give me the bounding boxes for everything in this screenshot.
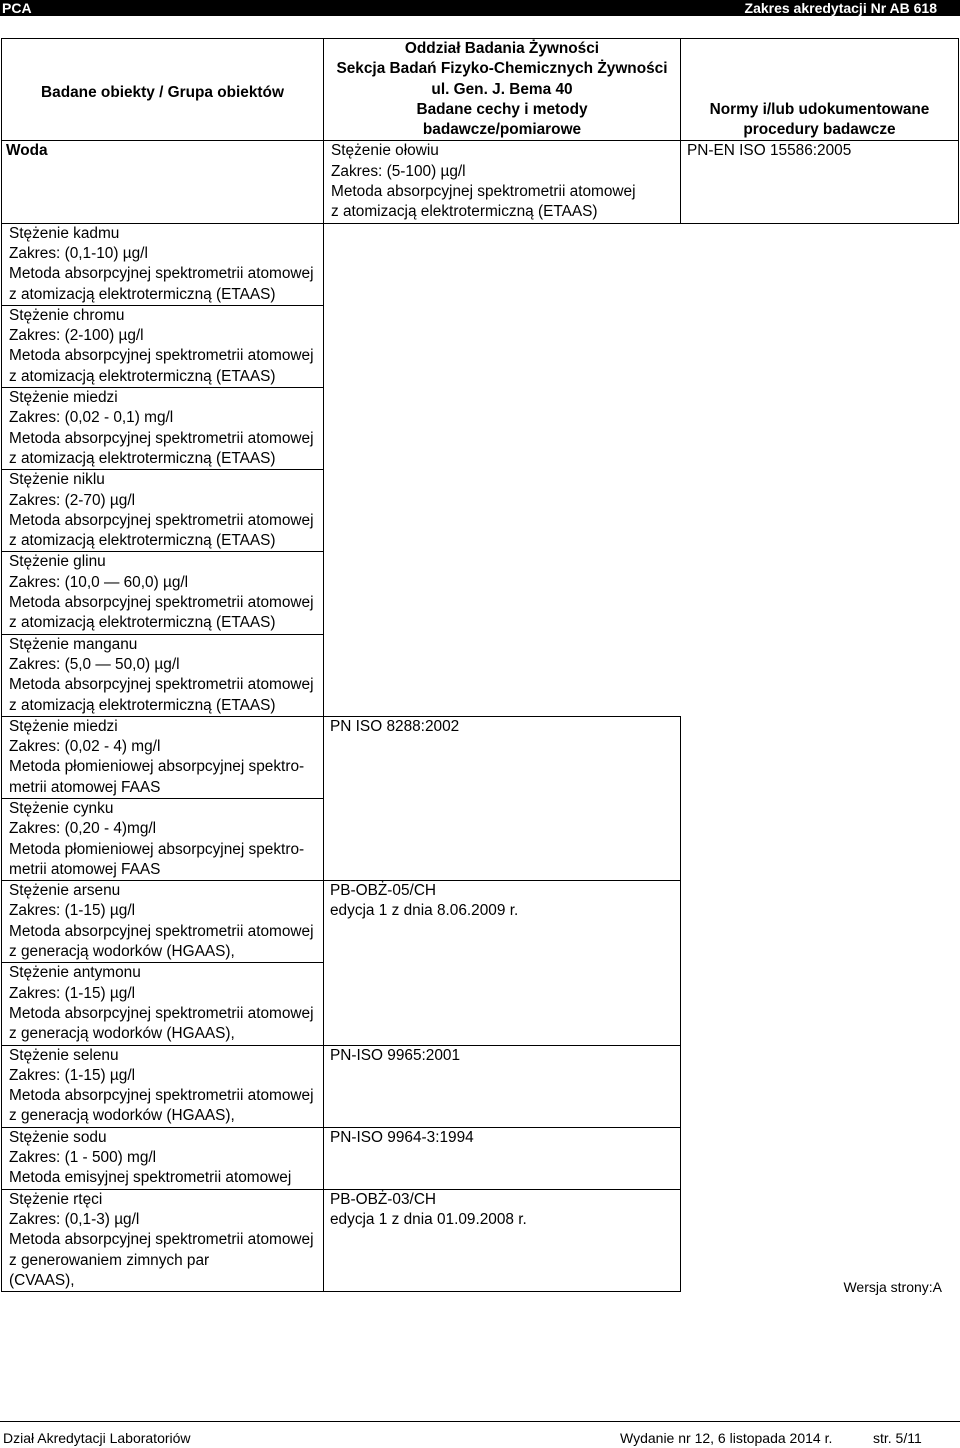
column-header-params-line1: Badane cechy i metody (416, 100, 588, 118)
parameter-detail: z generowaniem zimnych par (9, 1251, 210, 1269)
parameter-name: Stężenie arsenu (9, 882, 121, 900)
parameter-cell (2, 1045, 324, 1127)
norm-reference: PB-OBŻ-03/CH (330, 1190, 437, 1208)
parameter-name: Stężenie chromu (9, 306, 125, 324)
parameter-cell (2, 881, 324, 963)
parameter-detail: z generacją wodorków (HGAAS), (9, 943, 235, 961)
accreditation-scope-title: Zakres akredytacji Nr AB 618 (744, 0, 937, 16)
parameter-detail: z atomizacją elektrotermiczną (ETAAS) (9, 614, 276, 632)
footer-page-number: str. 5/11 (873, 1430, 922, 1446)
parameter-detail: Zakres: (1-15) µg/l (9, 984, 136, 1002)
table-row (2, 388, 959, 470)
norm-reference: PN-ISO 9964-3:1994 (330, 1128, 474, 1146)
parameter-detail: Metoda absorpcyjnej spektrometrii atomowej (9, 1004, 314, 1022)
norm-edition: edycja 1 z dnia 01.09.2008 r. (330, 1210, 527, 1228)
column-header-objects (2, 39, 324, 141)
parameter-detail: Zakres: (0,02 - 0,1) mg/l (9, 409, 174, 427)
parameter-detail: Zakres: (2-100) µg/l (9, 327, 144, 345)
parameter-name: Stężenie miedzi (9, 717, 118, 735)
org-line-3: ul. Gen. J. Bema 40 (431, 80, 573, 98)
column-header-objects-label: Badane obiekty / Grupa obiektów (41, 83, 284, 101)
parameter-detail: z atomizacją elektrotermiczną (ETAAS) (9, 367, 276, 385)
parameter-detail: Metoda absorpcyjnej spektrometrii atomowej (9, 265, 314, 283)
parameter-detail: Zakres: (5,0 — 50,0) µg/l (9, 655, 180, 673)
parameter-detail: Zakres: (0,1-3) µg/l (9, 1210, 140, 1228)
norm-cell (681, 141, 959, 223)
parameter-detail: Metoda absorpcyjnej spektrometrii atomowej (9, 676, 314, 694)
table-row (2, 1189, 959, 1291)
norm-reference: PN-EN ISO 15586:2005 (687, 142, 852, 160)
parameter-cell (2, 1127, 324, 1189)
parameter-cell (2, 552, 324, 634)
parameter-detail: z atomizacją elektrotermiczną (ETAAS) (9, 696, 276, 714)
parameter-detail: Metoda absorpcyjnej spektrometrii atomowej (331, 183, 636, 201)
table-row (2, 1045, 959, 1127)
parameter-detail: Metoda absorpcyjnej spektrometrii atomowej (9, 511, 314, 529)
object-name: Woda (6, 142, 48, 160)
parameter-cell (2, 1189, 324, 1291)
parameter-name: Stężenie miedzi (9, 389, 118, 407)
org-line-1: Oddział Badania Żywności (404, 40, 600, 57)
parameter-detail: Zakres: (2-70) µg/l (9, 491, 136, 509)
parameter-cell (324, 141, 681, 223)
footer-edition: Wydanie nr 12, 6 listopada 2014 r. (620, 1430, 833, 1446)
parameter-detail: Zakres: (5-100) µg/l (331, 162, 466, 180)
parameter-detail: metrii atomowej FAAS (9, 860, 161, 878)
parameter-detail: Metoda emisyjnej spektrometrii atomowej (9, 1169, 292, 1187)
parameter-cell (2, 798, 324, 880)
parameter-name: Stężenie glinu (9, 553, 106, 571)
parameter-cell (2, 470, 324, 552)
parameter-name: Stężenie rtęci (9, 1190, 103, 1208)
norm-reference: PN ISO 8288:2002 (330, 717, 460, 735)
column-header-params-line2: badawcze/pomiarowe (422, 121, 582, 139)
table-row (2, 881, 959, 963)
org-block (324, 39, 680, 100)
table-row (2, 305, 959, 387)
parameter-detail: Zakres: (0,1-10) µg/l (9, 244, 148, 262)
parameter-detail: z generacją wodorków (HGAAS), (9, 1025, 235, 1043)
parameter-name: Stężenie cynku (9, 799, 114, 817)
parameter-name: Stężenie sodu (9, 1128, 107, 1146)
parameter-detail: Zakres: (1 - 500) mg/l (9, 1149, 157, 1167)
norm-cell (324, 881, 681, 1045)
table-row (2, 141, 959, 223)
parameter-name: Stężenie antymonu (9, 964, 141, 982)
table-row (2, 634, 959, 716)
parameter-cell (2, 223, 324, 305)
page-version: Wersja strony:A (843, 1279, 942, 1295)
parameter-detail: Zakres: (10,0 — 60,0) µg/l (9, 573, 189, 591)
column-header-params (324, 39, 681, 141)
object-cell (2, 141, 324, 223)
parameter-detail: Zakres: (1-15) µg/l (9, 1066, 136, 1084)
parameter-detail: Zakres: (0,20 - 4)mg/l (9, 820, 157, 838)
parameter-detail: Metoda absorpcyjnej spektrometrii atomowej (9, 347, 314, 365)
parameter-detail: metrii atomowej FAAS (9, 778, 161, 796)
table-row (2, 223, 959, 305)
norm-cell (324, 1189, 681, 1291)
parameter-detail: (CVAAS), (9, 1271, 75, 1289)
norm-edition: edycja 1 z dnia 8.06.2009 r. (330, 902, 519, 920)
parameter-name: Stężenie kadmu (9, 224, 120, 242)
parameter-detail: z atomizacją elektrotermiczną (ETAAS) (9, 285, 276, 303)
norm-reference: PB-OBŻ-05/CH (330, 882, 437, 900)
table-row (2, 716, 959, 798)
norm-reference: PN-ISO 9965:2001 (330, 1046, 461, 1064)
parameter-detail: Zakres: (1-15) µg/l (9, 902, 136, 920)
parameter-name: Stężenie manganu (9, 635, 138, 653)
parameter-detail: z generacją wodorków (HGAAS), (9, 1107, 235, 1125)
organization-abbrev: PCA (2, 0, 32, 16)
parameter-detail: Metoda absorpcyjnej spektrometrii atomowej (9, 1231, 314, 1249)
accreditation-table (1, 38, 959, 1292)
column-header-norms (681, 39, 959, 141)
parameter-detail: Zakres: (0,02 - 4) mg/l (9, 738, 161, 756)
table-row (2, 1127, 959, 1189)
norm-cell (324, 716, 681, 880)
parameter-detail: z atomizacją elektrotermiczną (ETAAS) (9, 532, 276, 550)
column-header-norms-line1: Normy i/lub udokumentowane (709, 100, 930, 118)
column-header-norms-line2: procedury badawcze (743, 121, 896, 139)
parameter-name: Stężenie ołowiu (331, 142, 439, 160)
org-line-2: Sekcja Badań Fizyko-Chemicznych Żywności (336, 60, 668, 78)
page-footer (0, 1421, 960, 1448)
parameter-name: Stężenie selenu (9, 1046, 119, 1064)
parameter-cell (2, 963, 324, 1045)
norm-cell (324, 1045, 681, 1127)
parameter-detail: Metoda absorpcyjnej spektrometrii atomowej (9, 1087, 314, 1105)
parameter-detail: z atomizacją elektrotermiczną (ETAAS) (9, 449, 276, 467)
footer-department: Dział Akredytacji Laboratoriów (3, 1430, 191, 1446)
parameter-cell (2, 305, 324, 387)
parameter-detail: z atomizacją elektrotermiczną (ETAAS) (331, 203, 598, 221)
parameter-detail: Metoda płomieniowej absorpcyjnej spektro- (9, 758, 305, 776)
table-row (2, 552, 959, 634)
table-row (2, 470, 959, 552)
parameter-detail: Metoda płomieniowej absorpcyjnej spektro- (9, 840, 305, 858)
norm-cell (324, 1127, 681, 1189)
parameter-name: Stężenie niklu (9, 471, 105, 489)
parameter-detail: Metoda absorpcyjnej spektrometrii atomowej (9, 594, 314, 612)
parameter-detail: Metoda absorpcyjnej spektrometrii atomowej (9, 922, 314, 940)
header-row (2, 39, 959, 141)
top-header-bar (0, 0, 960, 16)
parameter-detail: Metoda absorpcyjnej spektrometrii atomowej (9, 429, 314, 447)
parameter-cell (2, 634, 324, 716)
parameter-cell (2, 716, 324, 798)
parameter-cell (2, 388, 324, 470)
